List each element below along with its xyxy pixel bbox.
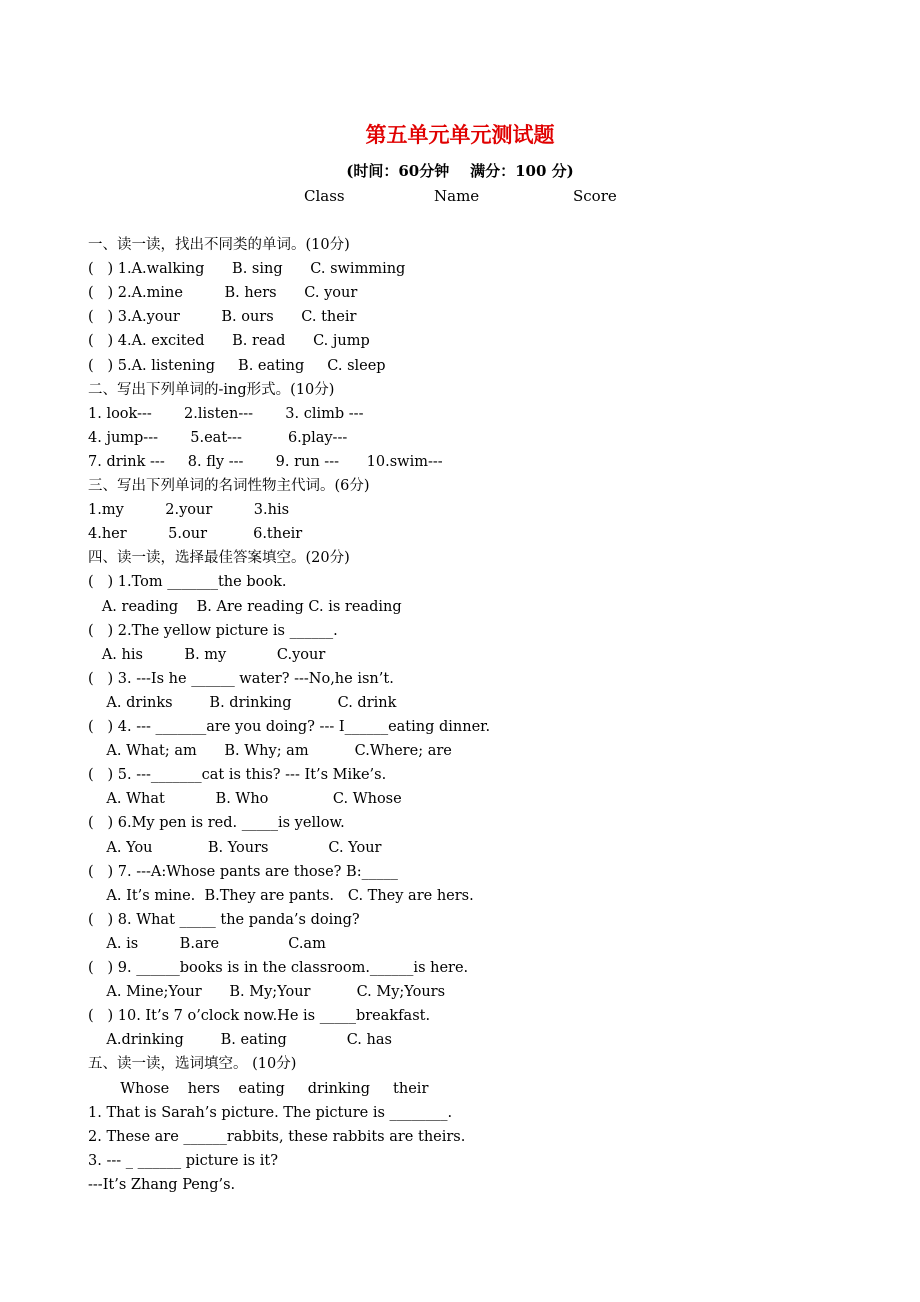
exam-line: ( ) 1.A.walking B. sing C. swimming <box>88 261 406 278</box>
exam-line: A. is B.are C.am <box>88 935 326 952</box>
section-heading: 一、读一读，找出不同类的单词。(10分) <box>88 237 350 253</box>
exam-line: ( ) 5.A. listening B. eating C. sleep <box>88 357 386 374</box>
section-heading: 五、读一读，选词填空。 (10分) <box>88 1056 297 1073</box>
exam-line: ( ) 5. ---_______cat is this? --- It’s Mike’s. <box>88 767 387 784</box>
section-heading: 三、写出下列单词的名词性物主代词。(6分) <box>88 478 370 494</box>
score-label: Score <box>573 187 617 205</box>
exam-line: 4.her 5.our 6.their <box>88 526 303 543</box>
exam-line: A. What B. Who C. Whose <box>88 791 402 808</box>
exam-line: 1.my 2.your 3.his <box>88 502 290 519</box>
exam-line: ( ) 7. ---A:Whose pants are those? B:_____ <box>88 863 398 880</box>
exam-line: ( ) 2.A.mine B. hers C. your <box>88 285 358 302</box>
exam-line: ( ) 10. It’s 7 o’clock now.He is _____breakfast. <box>88 1008 431 1025</box>
section-heading: 四、读一读，选择最佳答案填空。(20分) <box>88 550 350 567</box>
exam-line: A. reading B. Are reading C. is reading <box>88 598 402 615</box>
exam-line: Whose hers eating drinking their <box>88 1080 429 1097</box>
exam-line: A. You B. Yours C. Your <box>88 839 382 856</box>
exam-time-and-score: (时间：60分钟 满分：100 分) <box>346 162 574 180</box>
exam-line: 3. --- _ ______ picture is it? <box>88 1152 278 1169</box>
exam-line: A. Mine;Your B. My;Your C. My;Yours <box>88 984 446 1001</box>
exam-line: ( ) 6.My pen is red. _____is yellow. <box>88 815 345 832</box>
exam-line: 1. look--- 2.listen--- 3. climb --- <box>88 405 364 422</box>
exam-line: 7. drink --- 8. fly --- 9. run --- 10.swim--- <box>88 453 443 470</box>
exam-line: ( ) 8. What _____ the panda’s doing? <box>88 911 360 928</box>
exam-line: A. It’s mine. B.They are pants. C. They are hers. <box>88 887 474 904</box>
exam-line: A.drinking B. eating C. has <box>88 1032 392 1049</box>
exam-line: ( ) 4. --- _______are you doing? --- I______eating dinner. <box>88 719 491 735</box>
page-title: 第五单元单元测试题 <box>365 122 555 147</box>
exam-line: ( ) 3. ---Is he ______ water? ---No,he isn’t. <box>88 670 394 687</box>
exam-line: A. drinks B. drinking C. drink <box>88 694 397 711</box>
exam-line: A. What; am B. Why; am C.Where; are <box>88 743 452 760</box>
exam-line: 4. jump--- 5.eat--- 6.play--- <box>88 429 348 446</box>
name-label: Name <box>434 187 480 205</box>
exam-line: ( ) 9. ______books is in the classroom.______is here. <box>88 960 469 976</box>
exam-line: 1. That is Sarah’s picture. The picture is ________. <box>88 1104 453 1121</box>
exam-line: 2. These are ______rabbits, these rabbits are theirs. <box>88 1128 466 1145</box>
exam-line: A. his B. my C.your <box>88 646 326 663</box>
exam-line: ---It’s Zhang Peng’s. <box>88 1176 236 1193</box>
class-label: Class <box>304 187 345 205</box>
exam-line: ( ) 4.A. excited B. read C. jump <box>88 333 370 350</box>
section-heading: 二、写出下列单词的-ing形式。(10分) <box>88 381 335 398</box>
exam-line: ( ) 2.The yellow picture is ______. <box>88 622 338 639</box>
exam-line: ( ) 3.A.your B. ours C. their <box>88 309 357 326</box>
exam-line: ( ) 1.Tom _______the book. <box>88 574 287 591</box>
